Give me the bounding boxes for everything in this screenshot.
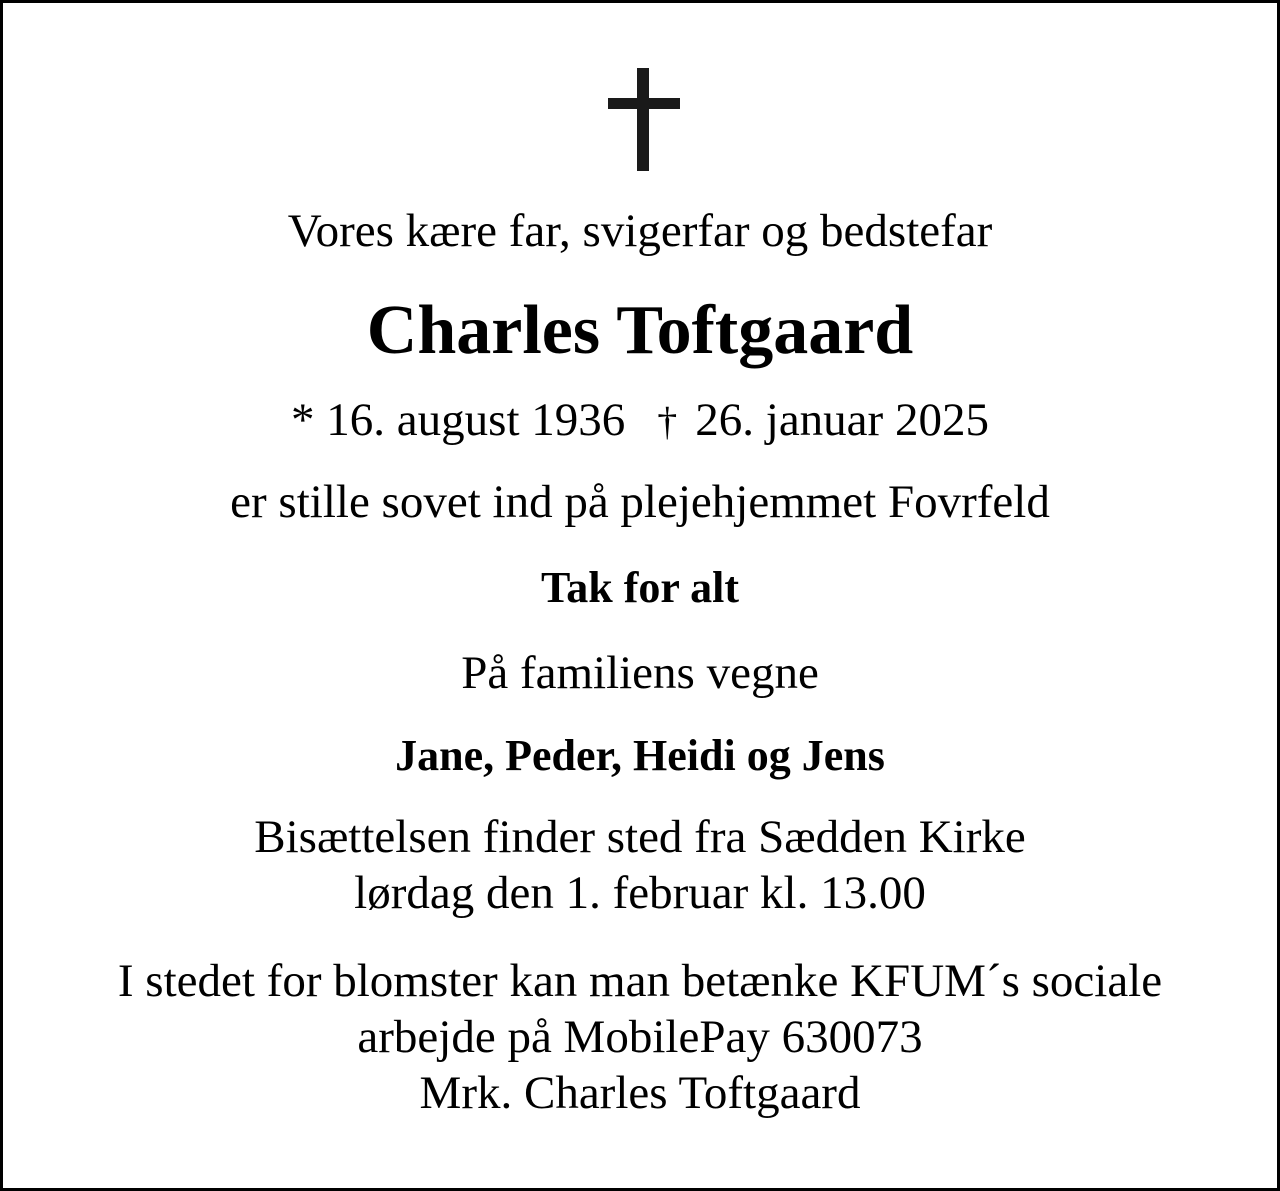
flowers-line: arbejde på MobilePay 630073 [357,1011,923,1063]
life-dates [3,388,1277,454]
cross-vertical-bar [637,68,649,171]
thanks-text: Tak for alt [540,563,740,612]
passed-text: er stille sovet ind på plejehjemmet Fovrfeld [230,476,1050,528]
deceased-name: Charles Toftgaard [366,292,914,369]
cross-horizontal-bar [608,98,680,109]
funeral-line: lørdag den 1. februar kl. 13.00 [354,867,926,919]
dagger-icon: † [657,399,678,444]
funeral-line: Bisættelsen finder sted fra Sædden Kirke [254,811,1026,863]
flowers-info [3,953,1277,1121]
family-names: Jane, Peder, Heidi og Jens [395,731,885,780]
flowers-line: Mrk. Charles Toftgaard [419,1067,861,1119]
birth-date: * 16. august 1936 [291,394,626,446]
funeral-info [3,809,1277,921]
cross-icon [608,68,680,171]
flowers-line: I stedet for blomster kan man betænke KFUM´s sociale [117,955,1163,1007]
death-date: 26. januar 2025 [695,394,989,446]
intro-text: Vores kære far, svigerfar og bedstefar [287,205,993,257]
behalf-text: På familiens vegne [461,647,819,699]
